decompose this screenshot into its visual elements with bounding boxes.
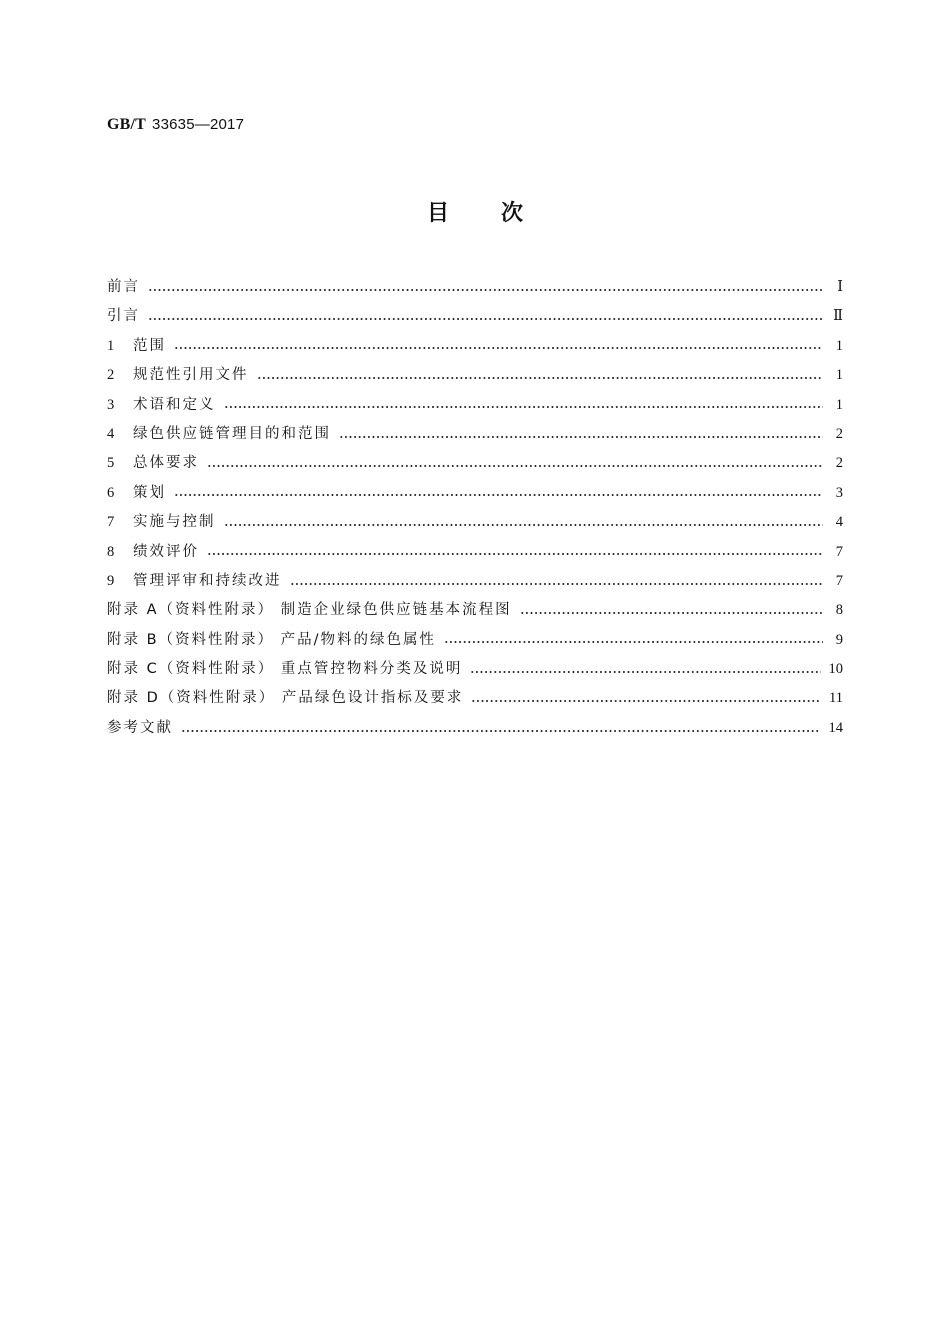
dot-leader: [148, 314, 823, 324]
toc-label: 绩效评价: [133, 543, 199, 560]
toc-number: 7: [107, 514, 115, 531]
toc-page: 8: [835, 602, 843, 619]
dot-leader: [181, 726, 821, 736]
toc-page: 2: [835, 425, 843, 442]
toc-number: 8: [107, 543, 115, 560]
toc-page: Ⅰ: [837, 279, 843, 295]
toc-entry-6[interactable]: [107, 479, 843, 508]
toc-entry-2[interactable]: [107, 361, 843, 390]
toc-page: 11: [829, 690, 843, 707]
dot-leader: [174, 343, 823, 353]
toc-page: 7: [835, 572, 843, 589]
toc-page: 3: [835, 484, 843, 501]
dot-leader: [148, 285, 823, 295]
toc-label: 术语和定义: [133, 396, 216, 413]
toc-entry-appendix-c[interactable]: [107, 655, 843, 684]
toc-label: 附录 D（资料性附录） 产品绿色设计指标及要求: [107, 690, 464, 707]
toc-label: 参考文献: [107, 719, 173, 736]
toc-entry-7[interactable]: [107, 508, 843, 537]
toc-label: 绿色供应链管理目的和范围: [133, 425, 331, 442]
toc-number: 2: [107, 367, 115, 384]
toc-page: 1: [835, 396, 843, 413]
table-of-contents: [107, 273, 843, 743]
toc-number: 5: [107, 455, 115, 472]
toc-label: 管理评审和持续改进: [133, 572, 282, 589]
toc-entry-8[interactable]: [107, 538, 843, 567]
toc-entry-appendix-d[interactable]: [107, 684, 843, 713]
toc-entry-foreword[interactable]: [107, 273, 843, 302]
toc-label: 前言: [107, 279, 140, 295]
toc-page: 14: [828, 719, 843, 736]
dot-leader: [520, 608, 823, 618]
toc-entry-appendix-a[interactable]: [107, 596, 843, 625]
toc-page: 10: [828, 661, 843, 678]
toc-number: 9: [107, 572, 115, 589]
toc-entry-1[interactable]: [107, 332, 843, 361]
toc-label: 策划: [133, 484, 166, 501]
title-char-2: 次: [501, 201, 524, 226]
dot-leader: [470, 667, 820, 677]
dot-leader: [339, 432, 823, 442]
toc-entry-introduction[interactable]: [107, 302, 843, 331]
dot-leader: [471, 696, 821, 706]
toc-page: Ⅱ: [833, 308, 843, 325]
toc-label: 引言: [107, 308, 140, 325]
dot-leader: [224, 520, 824, 530]
title-char-1: 目: [426, 201, 449, 226]
toc-number: 6: [107, 484, 115, 501]
standard-number: 33635—2017: [152, 116, 245, 133]
dot-leader: [290, 579, 824, 589]
toc-page: 1: [835, 337, 843, 354]
toc-entry-3[interactable]: [107, 391, 843, 420]
toc-label: 规范性引用文件: [133, 367, 249, 384]
dot-leader: [224, 402, 824, 412]
standard-prefix: GB/T: [107, 116, 147, 133]
toc-number: 1: [107, 337, 115, 354]
toc-number: 3: [107, 396, 115, 413]
toc-page: 1: [835, 367, 843, 384]
toc-page: 9: [835, 631, 843, 648]
toc-label: 实施与控制: [133, 514, 216, 531]
toc-label: 附录 C（资料性附录） 重点管控物料分类及说明: [107, 661, 463, 678]
dot-leader: [207, 461, 823, 471]
toc-label: 范围: [133, 337, 166, 354]
dot-leader: [257, 373, 824, 383]
toc-page: 2: [835, 455, 843, 472]
toc-entry-5[interactable]: [107, 449, 843, 478]
toc-label: 附录 A（资料性附录） 制造企业绿色供应链基本流程图: [107, 602, 512, 619]
toc-label: 附录 B（资料性附录） 产品/物料的绿色属性: [107, 631, 437, 648]
toc-entry-appendix-b[interactable]: [107, 626, 843, 655]
toc-entry-bibliography[interactable]: [107, 714, 843, 743]
page-title: [0, 196, 950, 227]
standard-code: [107, 115, 244, 134]
dot-leader: [444, 637, 823, 647]
toc-entry-9[interactable]: [107, 567, 843, 596]
dot-leader: [207, 549, 823, 559]
toc-page: 7: [835, 543, 843, 560]
toc-page: 4: [835, 514, 843, 531]
toc-number: 4: [107, 425, 115, 442]
toc-entry-4[interactable]: [107, 420, 843, 449]
dot-leader: [174, 490, 823, 500]
toc-label: 总体要求: [133, 455, 199, 472]
